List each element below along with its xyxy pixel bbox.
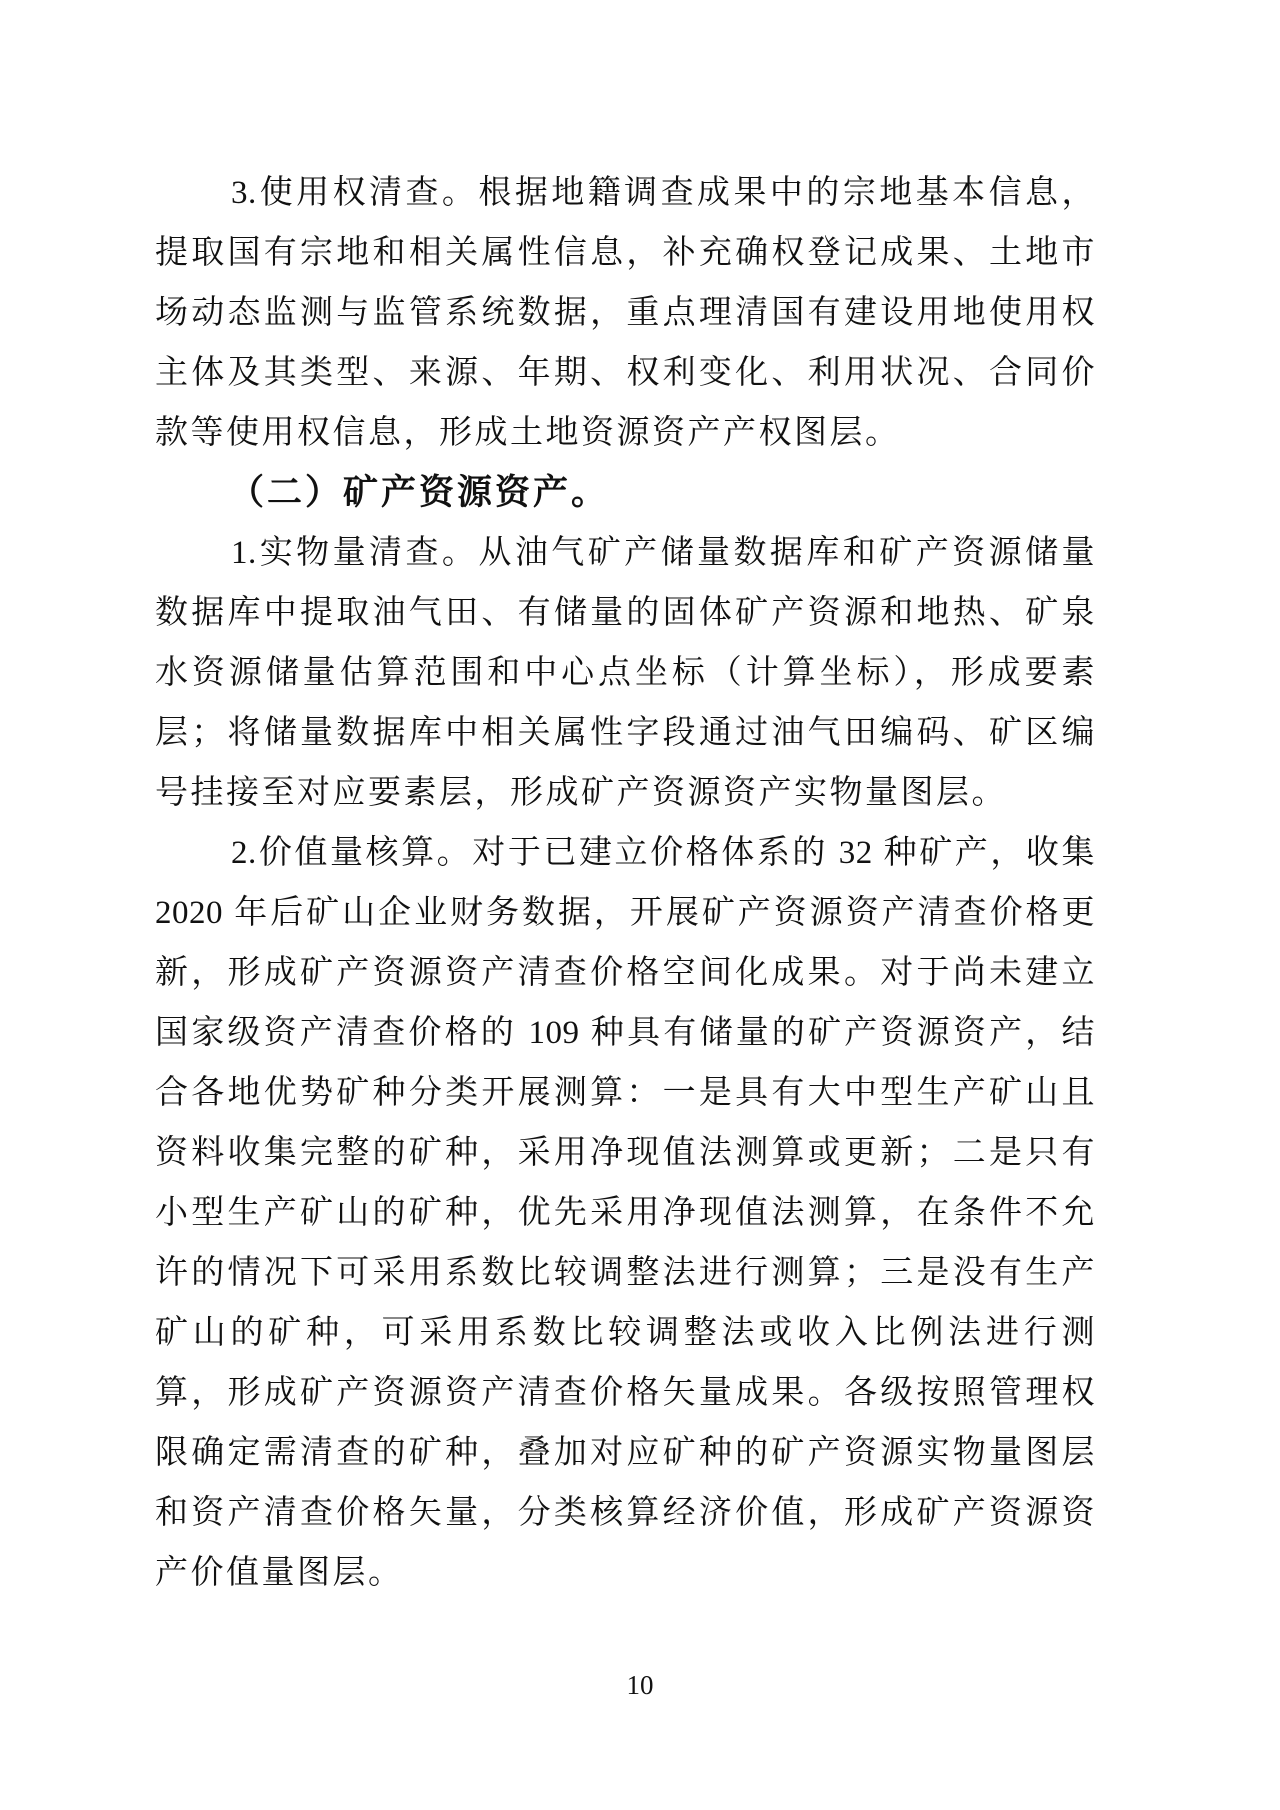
text-line: 数据库中提取油气田、有储量的固体矿产资源和地热、矿泉 [155, 595, 1095, 631]
paragraph-land-use-rights [155, 163, 1095, 463]
text-line: 1.实物量清查。从油气矿产储量数据库和矿产资源储量 [231, 535, 1095, 571]
paragraph-physical-quantity-survey [155, 523, 1095, 823]
document-body [155, 163, 1095, 1603]
text-line: 2.价值量核算。对于已建立价格体系的 32 种矿产，收集 [231, 835, 1095, 871]
text-line: 款等使用权信息，形成土地资源资产产权图层。 [155, 415, 901, 451]
text-line: 场动态监测与监管系统数据，重点理清国有建设用地使用权 [155, 295, 1095, 331]
text-line: 新，形成矿产资源资产清查价格空间化成果。对于尚未建立 [155, 955, 1095, 991]
text-line: 层；将储量数据库中相关属性字段通过油气田编码、矿区编 [155, 715, 1095, 751]
text-line: 主体及其类型、来源、年期、权利变化、利用状况、合同价 [155, 355, 1095, 391]
text-line: 限确定需清查的矿种，叠加对应矿种的矿产资源实物量图层 [155, 1435, 1095, 1471]
text-line: 提取国有宗地和相关属性信息，补充确权登记成果、土地市 [155, 235, 1095, 271]
section-heading-mineral-resources: （二）矿产资源资产。 [229, 473, 610, 512]
text-line: 资料收集完整的矿种，采用净现值法测算或更新；二是只有 [155, 1135, 1095, 1171]
text-line: 3.使用权清查。根据地籍调查成果中的宗地基本信息， [231, 175, 1095, 211]
text-line: 和资产清查价格矢量，分类核算经济价值，形成矿产资源资 [155, 1495, 1095, 1531]
page-number: 10 [626, 1670, 654, 1700]
text-line: 小型生产矿山的矿种，优先采用净现值法测算，在条件不允 [155, 1195, 1095, 1231]
text-line: 国家级资产清查价格的 109 种具有储量的矿产资源资产，结 [155, 1015, 1095, 1051]
text-line: 矿山的矿种，可采用系数比较调整法或收入比例法进行测 [155, 1315, 1095, 1351]
text-line: 2020 年后矿山企业财务数据，开展矿产资源资产清查价格更 [155, 895, 1095, 931]
paragraph-value-accounting [155, 823, 1095, 1603]
text-line: 算，形成矿产资源资产清查价格矢量成果。各级按照管理权 [155, 1375, 1095, 1411]
text-line: 合各地优势矿种分类开展测算：一是具有大中型生产矿山且 [155, 1075, 1095, 1111]
text-line: 许的情况下可采用系数比较调整法进行测算；三是没有生产 [155, 1255, 1095, 1291]
text-line: 产价值量图层。 [155, 1555, 404, 1591]
text-line: 水资源储量估算范围和中心点坐标（计算坐标），形成要素 [155, 655, 1095, 691]
text-line: 号挂接至对应要素层，形成矿产资源资产实物量图层。 [155, 775, 1007, 811]
